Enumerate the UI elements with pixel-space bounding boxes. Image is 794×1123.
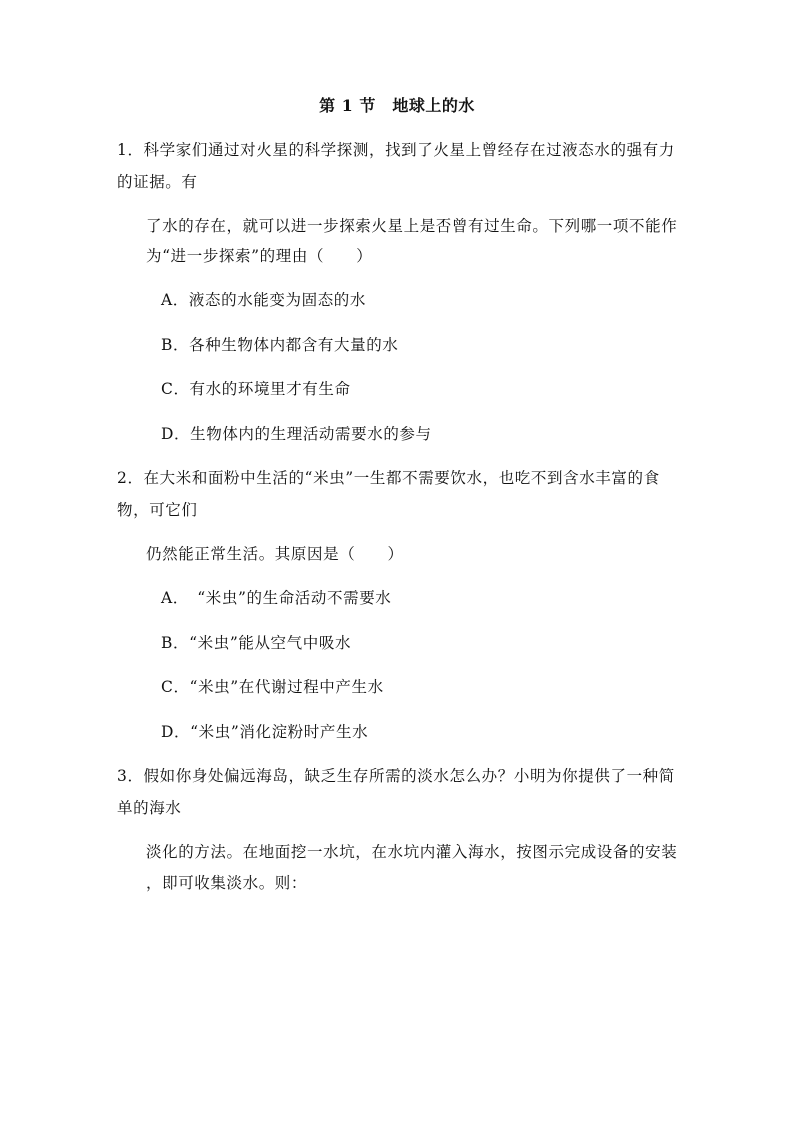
question-2-line-2: 物，可它们 [117, 501, 198, 519]
question-3-line-4: ，即可收集淡水。则： [146, 874, 308, 892]
question-3-line-1: 3．假如你身处偏远海岛，缺乏生存所需的淡水怎么办？小明为你提供了一种简 [117, 767, 675, 785]
question-1-option-d: D．生物体内的生理活动需要水的参与 [161, 425, 432, 443]
question-2-line-3: 仍然能正常生活。其原因是（ ） [146, 545, 404, 563]
question-1-option-a: A．液态的水能变为固态的水 [161, 291, 366, 309]
question-2-option-c: C．“米虫”在代谢过程中产生水 [161, 678, 384, 696]
question-2-option-b: B．“米虫”能从空气中吸水 [161, 634, 352, 652]
question-2-option-d: D．“米虫”消化淀粉时产生水 [161, 723, 369, 741]
question-1-line-2: 的证据。有 [117, 173, 198, 191]
question-2-line-1: 2．在大米和面粉中生活的“米虫”一生都不需要饮水，也吃不到含水丰富的食 [117, 469, 660, 487]
page-title: 第 1 节 地球上的水 [319, 96, 475, 115]
question-1-line-1: 1．科学家们通过对火星的科学探测，找到了火星上曾经存在过液态水的强有力 [117, 141, 675, 159]
question-1-line-4: 为“进一步探索”的理由（ ） [146, 247, 373, 265]
question-3-line-2: 单的海水 [117, 799, 182, 817]
question-2-option-a: A． “米虫”的生命活动不需要水 [161, 589, 392, 607]
question-1-line-3: 了水的存在，就可以进一步探索火星上是否曾有过生命。下列哪一项不能作 [146, 217, 678, 235]
question-3-line-3: 淡化的方法。在地面挖一水坑，在水坑内灌入海水，按图示完成设备的安装 [146, 843, 678, 861]
question-1-option-b: B．各种生物体内都含有大量的水 [161, 336, 399, 354]
question-1-option-c: C．有水的环境里才有生命 [161, 380, 351, 398]
